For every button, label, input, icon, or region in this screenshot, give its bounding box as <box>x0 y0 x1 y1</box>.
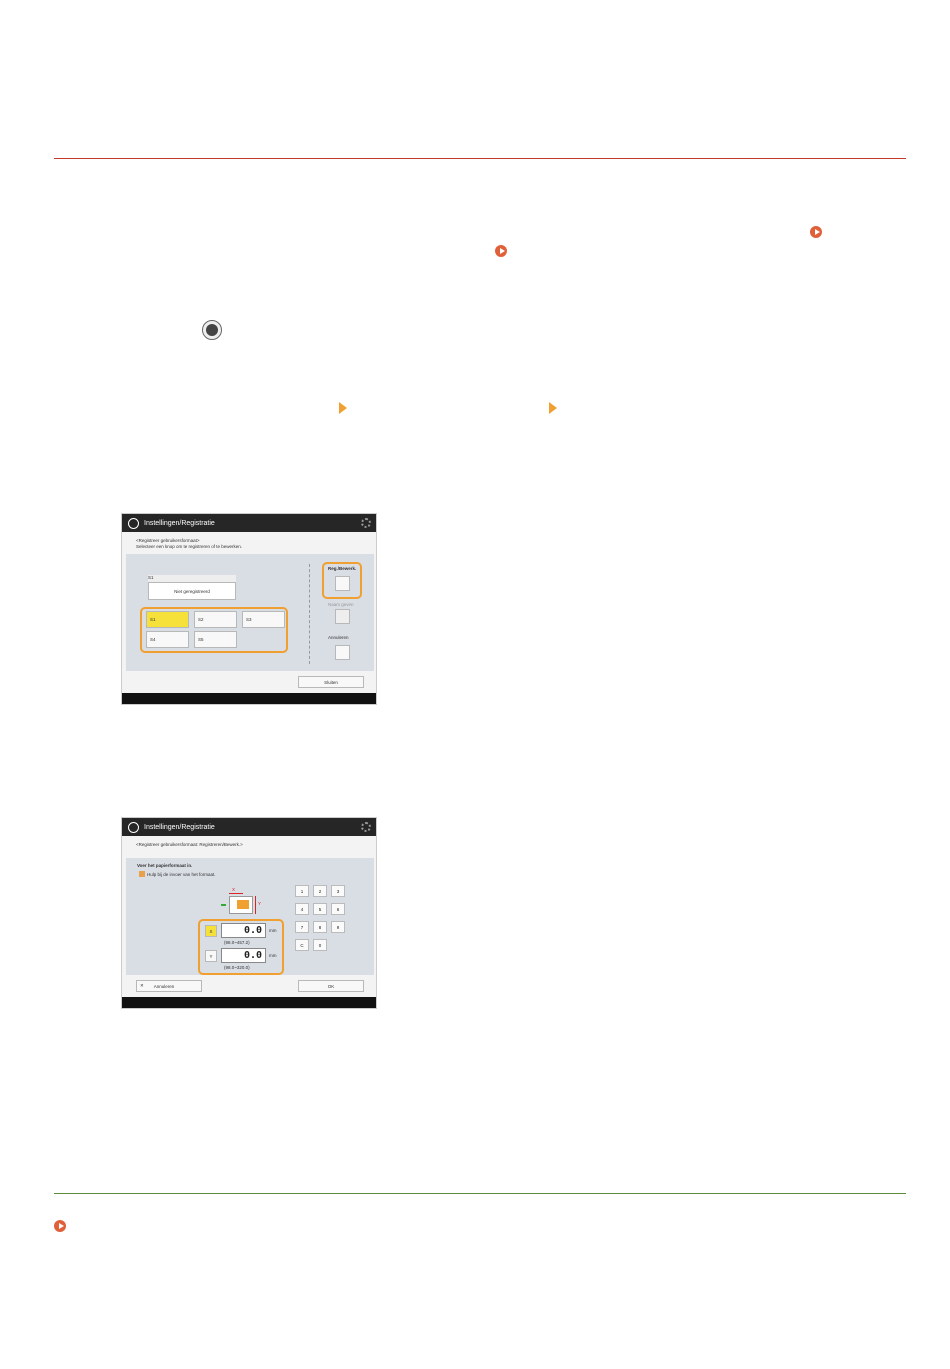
gear-icon <box>361 822 371 832</box>
register-edit-button[interactable] <box>335 576 350 591</box>
key-clear[interactable]: C <box>295 939 309 951</box>
screenshot-register-size <box>121 513 377 705</box>
key-8[interactable]: 8 <box>313 921 327 933</box>
content-area <box>126 858 374 975</box>
slot-s3-button[interactable]: S3 <box>242 611 285 628</box>
key-3[interactable]: 3 <box>331 885 345 897</box>
x-value-field[interactable]: 0.0 <box>221 923 266 938</box>
screenshot-enter-size <box>121 817 377 1009</box>
slot-s1-button[interactable]: S1 <box>146 611 189 628</box>
y-range: (98.0~320.0) <box>224 965 250 970</box>
key-7[interactable]: 7 <box>295 921 309 933</box>
green-arrow-icon <box>221 904 226 906</box>
screen-title: Instellingen/Registratie <box>144 519 215 527</box>
close-button[interactable]: Sluiten <box>298 676 364 688</box>
slot-s5-button[interactable]: S5 <box>194 631 237 648</box>
screen-header <box>122 514 376 532</box>
selected-label: S1 <box>148 575 236 582</box>
diagram-x-line <box>229 893 243 894</box>
section-divider-top <box>54 158 906 159</box>
diagram-y-line <box>255 896 256 914</box>
key-0[interactable]: 0 <box>313 939 327 951</box>
hand-icon <box>237 900 249 909</box>
instruction-heading: Voer het papierformaat in. <box>137 863 193 868</box>
y-value-field[interactable]: 0.0 <box>221 948 266 963</box>
section-divider-bottom <box>54 1193 906 1194</box>
screen-subtitle: <Registreer gebruikersformaat> <box>136 538 200 543</box>
screen-footer <box>122 693 376 704</box>
hint-text: Hulp bij de invoer van het formaat. <box>147 872 216 877</box>
menu-path-arrow-icon <box>339 402 347 414</box>
cancel-button[interactable] <box>136 980 202 992</box>
rename-label: Naam geven <box>328 602 354 607</box>
x-icon: ✕ <box>140 983 144 988</box>
link-arrow-icon[interactable] <box>54 1220 66 1232</box>
ok-button[interactable]: OK <box>298 980 364 992</box>
paper-diagram <box>226 886 266 918</box>
cancel-label: Annuleren <box>153 983 175 989</box>
y-select-button[interactable]: Y <box>205 950 217 962</box>
slot-s2-button[interactable]: S2 <box>194 611 237 628</box>
menu-path-arrow-icon <box>549 402 557 414</box>
x-range: (98.0~457.2) <box>224 940 250 945</box>
x-select-button[interactable]: X <box>205 925 217 937</box>
register-edit-label: Reg./Bewerk. <box>328 566 357 571</box>
link-arrow-icon[interactable] <box>495 245 507 257</box>
selected-value: Niet geregistreerd <box>148 582 236 600</box>
link-arrow-icon[interactable] <box>810 226 822 238</box>
rename-button[interactable] <box>335 609 350 624</box>
divider <box>309 564 311 664</box>
content-area <box>126 554 374 671</box>
gear-icon <box>361 518 371 528</box>
screen-title: Instellingen/Registratie <box>144 823 215 831</box>
diagram-y-label: Y <box>258 901 262 906</box>
key-9[interactable]: 9 <box>331 921 345 933</box>
settings-icon <box>128 518 139 529</box>
key-6[interactable]: 6 <box>331 903 345 915</box>
cancel-label: Annuleren <box>328 635 349 640</box>
x-unit: mm <box>269 928 277 933</box>
key-1[interactable]: 1 <box>295 885 309 897</box>
slot-s4-button[interactable]: S4 <box>146 631 189 648</box>
settings-icon <box>128 822 139 833</box>
diagram-x-label: X <box>232 887 236 892</box>
key-4[interactable]: 4 <box>295 903 309 915</box>
cancel-button[interactable] <box>335 645 350 660</box>
screen-subtitle: <Registreer gebruikersformaat: Registreren/Bewerk.> <box>136 842 243 847</box>
screen-header <box>122 818 376 836</box>
screen-footer <box>122 997 376 1008</box>
screen-instruction: Selecteer een knop om te registreren of te bewerken. <box>136 544 243 549</box>
key-2[interactable]: 2 <box>313 885 327 897</box>
settings-key-icon <box>202 320 222 340</box>
key-5[interactable]: 5 <box>313 903 327 915</box>
hint-icon <box>139 871 145 877</box>
y-unit: mm <box>269 953 277 958</box>
